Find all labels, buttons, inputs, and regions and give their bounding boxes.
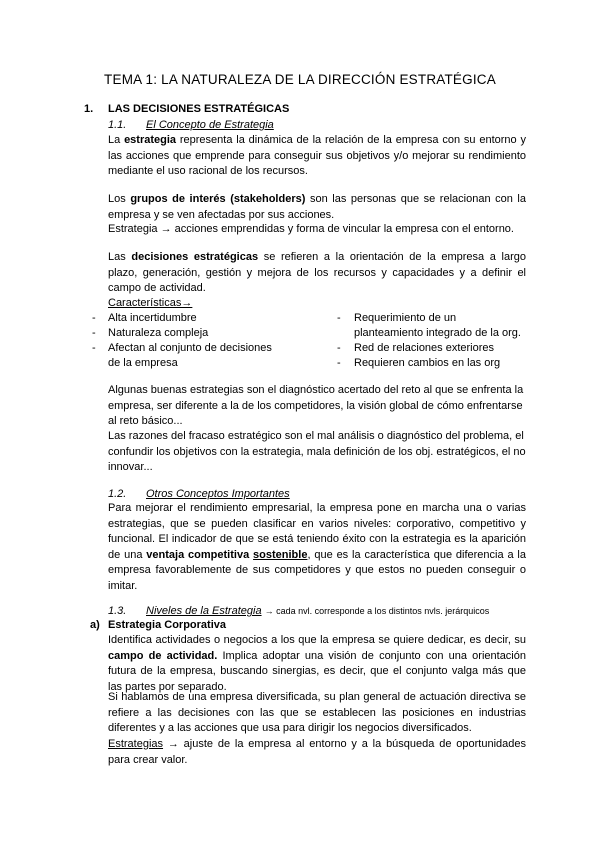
list-item: planteamiento integrado de la org. xyxy=(354,327,521,339)
item-heading: Estrategia Corporativa xyxy=(108,619,226,631)
paragraph: Algunas buenas estrategias son el diagnóstico acertado del reto al que se enfrenta la empresa, ser diferente a la de los competidores, la visión global de cómo enfrentarse al reto básico... xyxy=(108,384,524,427)
section-heading: LAS DECISIONES ESTRATÉGICAS xyxy=(108,103,290,115)
section-number: 1. xyxy=(84,103,94,115)
subsection-title: El Concepto de Estrategia xyxy=(146,119,274,131)
subsection-number: 1.2. xyxy=(108,488,127,500)
paragraph: Las razones del fracaso estratégico son el mal análisis o diagnóstico del problema, el confundir los objetivos con la estrategia, mala definición de los obj. estratégicos, el no innovar... xyxy=(108,430,526,473)
item-letter: a) xyxy=(90,619,100,631)
subsection-title: Otros Conceptos Importantes xyxy=(146,488,290,500)
paragraph: Si hablamos de una empresa diversificada, su plan general de actuación directiva se refiere a las decisiones con las que se establecen las posiciones en industrias diferentes y a las acciones que usa para dirigir los negocios diversificados. xyxy=(108,691,526,734)
list-item: Afectan al conjunto de decisiones xyxy=(108,342,272,354)
paragraph: Estrategia → acciones emprendidas y forma de vincular la empresa con el entorno. xyxy=(108,223,514,235)
list-item: Red de relaciones exteriores xyxy=(354,342,495,354)
paragraph: Las decisiones estratégicas se refieren a la orientación de la empresa a largo plazo, generación, gestión y mejora de los recursos y capacidades y a definir el campo de actividad. xyxy=(108,251,526,294)
list-item: Requieren cambios en las org xyxy=(354,357,501,369)
subsection-number: 1.3. xyxy=(108,605,127,617)
subsection-title-line: Niveles de la Estrategia → cada nvl. corresponde a los distintos nvls. jerárquicos xyxy=(146,605,490,617)
bullet-marker: - xyxy=(337,357,341,369)
paragraph: Los grupos de interés (stakeholders) son las personas que se relacionan con la empresa y se ven afectadas por sus acciones. xyxy=(108,193,526,221)
subsection-note: → cada nvl. corresponde a los distintos nvls. jerárquicos xyxy=(264,606,490,616)
bullet-marker: - xyxy=(337,312,341,324)
bullet-marker: - xyxy=(92,342,96,354)
subsection-number: 1.1. xyxy=(108,119,127,131)
page-title: TEMA 1: LA NATURALEZA DE LA DIRECCIÓN ESTRATÉGICA xyxy=(104,72,496,87)
bullet-marker: - xyxy=(92,327,96,339)
list-item: Naturaleza compleja xyxy=(108,327,209,339)
paragraph: La estrategia representa la dinámica de la relación de la empresa con su entorno y las acciones que emprende para conseguir sus objetivos y/o mejorar su rendimiento mediante el uso racional de los recursos. xyxy=(108,134,526,177)
paragraph: Para mejorar el rendimiento empresarial, la empresa pone en marcha una o varias estrategias, que se pueden clasificar en varios niveles: corporativo, competitivo y funcional. El indicador de que se está teniendo éxito con la estrategia es la aparición de una ventaja competitiva sostenible, que es la característica que diferencia a la empresa favorablemente de sus competidores y que estos no pueden conseguir o imitar. xyxy=(108,502,526,592)
characteristics-label: Características→ xyxy=(108,297,193,309)
list-item: Requerimiento de un xyxy=(354,312,457,324)
list-item: Alta incertidumbre xyxy=(108,312,197,324)
bullet-marker: - xyxy=(337,342,341,354)
bullet-marker: - xyxy=(92,312,96,324)
paragraph: Identifica actividades o negocios a los que la empresa se quiere dedicar, es decir, su campo de actividad. Implica adoptar una visión de conjunto con una orientación futura de la empresa, buscando sinergias, es decir, que el conjunto valga más que las partes por separado. xyxy=(108,634,526,693)
paragraph: Estrategias → ajuste de la empresa al entorno y a la búsqueda de oportunidades para crear valor. xyxy=(108,738,526,766)
list-item: de la empresa xyxy=(108,357,178,369)
